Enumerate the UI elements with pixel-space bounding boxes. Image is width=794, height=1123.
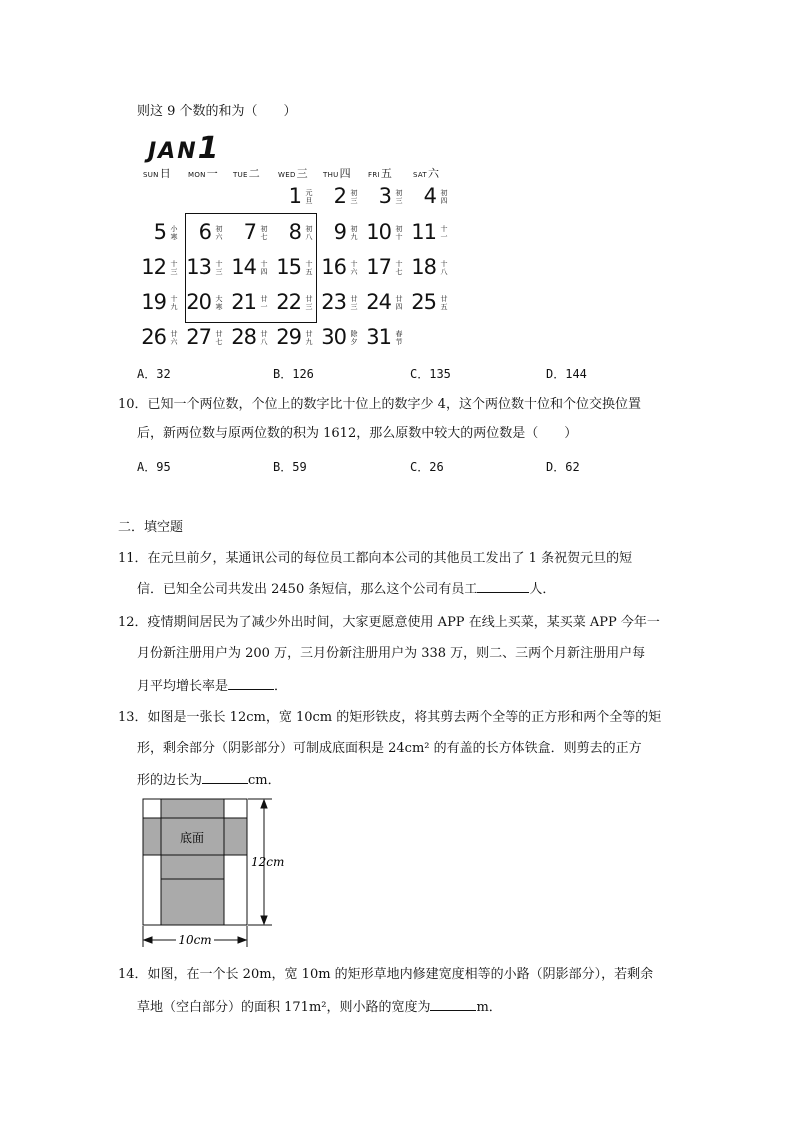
calendar-day — [407, 216, 453, 246]
answer-blank[interactable] — [228, 677, 274, 690]
day-number: 16 — [321, 255, 346, 279]
lunar-date: 初三 — [395, 189, 403, 205]
day-number: 25 — [411, 290, 436, 314]
weekday-zh: 三 — [296, 167, 308, 180]
day-number: 11 — [411, 220, 436, 244]
weekday-en: TUE — [233, 171, 248, 179]
day-number: 27 — [186, 325, 211, 349]
lunar-date: 廿六 — [170, 330, 178, 346]
weekday-en: SAT — [413, 171, 427, 179]
q11-text: 信．已知全公司共发出 2450 条短信，那么这个公司有员工 — [137, 582, 478, 597]
calendar-day — [362, 321, 408, 351]
q9-option-a: A．32 — [137, 367, 171, 381]
q12-tail: ． — [274, 679, 288, 694]
day-number: 4 — [423, 184, 436, 208]
calendar-day — [317, 251, 363, 281]
calendar-day — [317, 216, 363, 246]
q14-line2 — [137, 998, 502, 1017]
calendar-day — [317, 180, 363, 210]
calendar-day — [362, 251, 408, 281]
q12-line1: 12．疫情期间居民为了减少外出时间，大家更愿意使用 APP 在线上买菜，某买菜 APP 今年一 — [118, 615, 660, 630]
q9-option-b: B．126 — [273, 367, 314, 381]
day-number: 22 — [276, 290, 301, 314]
lunar-date: 廿九 — [305, 330, 313, 346]
weekday-zh: 一 — [206, 167, 218, 180]
lunar-date: 初八 — [305, 225, 313, 241]
q9-option-d: D．144 — [546, 367, 587, 381]
day-number: 31 — [366, 325, 391, 349]
day-number: 8 — [288, 220, 301, 244]
day-number: 6 — [198, 220, 211, 244]
calendar-day — [182, 321, 228, 351]
q11-line2 — [137, 580, 555, 599]
lunar-date: 廿三 — [305, 295, 313, 311]
answer-blank[interactable] — [477, 580, 529, 593]
lunar-date: 十三 — [170, 260, 178, 276]
calendar-day — [362, 216, 408, 246]
selection-box — [185, 213, 317, 323]
q11-line1: 11．在元旦前夕，某通讯公司的每位员工都向本公司的其他员工发出了 1 条祝贺元旦的短 — [118, 551, 633, 566]
lunar-date: 春节 — [395, 330, 403, 346]
calendar-month — [148, 131, 221, 166]
weekday-en: SUN — [143, 171, 159, 179]
q13-text: 形的边长为 — [137, 773, 203, 788]
lunar-date: 小寒 — [170, 225, 178, 241]
calendar-day — [272, 321, 318, 351]
weekday-zh: 六 — [428, 167, 440, 180]
calendar-day — [137, 321, 183, 351]
q13-tail: cm． — [248, 773, 281, 788]
day-number: 30 — [321, 325, 346, 349]
calendar-day — [362, 180, 408, 210]
weekday-1 — [188, 165, 218, 181]
q12-line3 — [137, 677, 287, 696]
lunar-date: 初六 — [215, 225, 223, 241]
day-number: 7 — [243, 220, 256, 244]
weekday-0 — [143, 165, 171, 181]
lunar-date: 初四 — [440, 189, 448, 205]
lunar-date: 廿一 — [260, 295, 268, 311]
section-heading: 二．填空题 — [118, 520, 184, 535]
lunar-date: 十九 — [170, 295, 178, 311]
q14-text: 草地（空白部分）的面积 171m²，则小路的宽度为 — [137, 1000, 431, 1015]
q14-line1: 14．如图，在一个长 20m，宽 10m 的矩形草地内修建宽度相等的小路（阴影部分），若剩余 — [118, 967, 654, 982]
q10-option-a: A．95 — [137, 460, 171, 474]
lunar-date: 十八 — [440, 260, 448, 276]
day-number: 15 — [276, 255, 301, 279]
lunar-date: 廿八 — [260, 330, 268, 346]
day-number: 26 — [141, 325, 166, 349]
q10-option-c: C．26 — [410, 460, 444, 474]
q10-line1: 10．已知一个两位数，个位上的数字比十位上的数字少 4，这个两位数十位和个位交换位置 — [118, 397, 641, 412]
weekday-5 — [368, 165, 392, 181]
weekday-en: WED — [278, 171, 296, 179]
calendar-day — [407, 180, 453, 210]
weekday-zh: 五 — [380, 167, 393, 180]
calendar-day — [272, 180, 318, 210]
lunar-date: 廿七 — [215, 330, 223, 346]
calendar-day — [362, 286, 408, 316]
weekday-zh: 二 — [248, 167, 261, 180]
calendar-day — [137, 216, 183, 246]
weekday-2 — [233, 165, 260, 181]
lunar-date: 初九 — [350, 225, 358, 241]
day-number: 23 — [321, 290, 346, 314]
q11-tail: 人． — [529, 582, 556, 597]
weekday-6 — [413, 165, 439, 181]
calendar-day — [137, 251, 183, 281]
lunar-date: 初七 — [260, 225, 268, 241]
height-label: 12cm — [251, 855, 285, 869]
calendar-day — [407, 251, 453, 281]
q13-line3 — [137, 771, 281, 790]
day-number: 18 — [411, 255, 436, 279]
lunar-date: 大寒 — [215, 295, 223, 311]
weekday-zh: 日 — [159, 167, 172, 180]
box-bottom — [161, 879, 224, 925]
day-number: 1 — [288, 184, 301, 208]
calendar-month-number: 1 — [197, 131, 221, 166]
lunar-date: 十三 — [215, 260, 223, 276]
lunar-date: 元旦 — [305, 189, 313, 205]
lunar-date: 十七 — [395, 260, 403, 276]
day-number: 5 — [153, 220, 166, 244]
q10-option-b: B．59 — [273, 460, 307, 474]
lunar-date: 十六 — [350, 260, 358, 276]
answer-blank[interactable] — [202, 771, 248, 784]
weekday-zh: 四 — [339, 167, 351, 180]
lunar-date: 十四 — [260, 260, 268, 276]
calendar-day — [317, 286, 363, 316]
day-number: 20 — [186, 290, 211, 314]
box-lid — [161, 799, 224, 818]
weekday-en: THU — [323, 171, 339, 179]
calendar-month-name: JAN — [148, 139, 198, 164]
calendar-day — [137, 286, 183, 316]
lunar-date: 廿四 — [395, 295, 403, 311]
lunar-date: 初十 — [395, 225, 403, 241]
q9-stem: 则这 9 个数的和为（ ） — [137, 104, 297, 119]
day-number: 29 — [276, 325, 301, 349]
calendar-day — [407, 286, 453, 316]
q9-option-c: C．135 — [410, 367, 451, 381]
day-number: 21 — [231, 290, 256, 314]
weekday-en: MON — [188, 171, 206, 179]
q13-figure — [138, 795, 298, 955]
day-number: 9 — [333, 220, 346, 244]
width-label: 10cm — [178, 933, 212, 947]
q13-line2: 形，剩余部分（阴影部分）可制成底面积是 24cm² 的有盖的长方体铁盒．则剪去的正方 — [137, 741, 642, 756]
day-number: 10 — [366, 220, 391, 244]
lunar-date: 十一 — [440, 225, 448, 241]
lunar-date: 除夕 — [350, 330, 358, 346]
q12-line2: 月份新注册用户为 200 万，三月份新注册用户为 338 万，则二、三两个月新注册用户每 — [137, 646, 646, 661]
weekday-4 — [323, 165, 351, 181]
day-number: 28 — [231, 325, 256, 349]
q12-text: 月平均增长率是 — [137, 679, 229, 694]
lunar-date: 廿五 — [440, 295, 448, 311]
q13-line1: 13．如图是一张长 12cm，宽 10cm 的矩形铁皮，将其剪去两个全等的正方形和两个全等的矩 — [118, 710, 662, 725]
day-number: 17 — [366, 255, 391, 279]
day-number: 13 — [186, 255, 211, 279]
day-number: 14 — [231, 255, 256, 279]
calendar-day — [227, 321, 273, 351]
lunar-date: 廿三 — [350, 295, 358, 311]
day-number: 19 — [141, 290, 166, 314]
lunar-date: 初三 — [350, 189, 358, 205]
q10-option-d: D．62 — [546, 460, 580, 474]
day-number: 24 — [366, 290, 391, 314]
box-side — [161, 855, 224, 879]
answer-blank[interactable] — [430, 998, 476, 1011]
day-number: 2 — [333, 184, 346, 208]
q14-tail: m． — [476, 1000, 502, 1015]
day-number: 12 — [141, 255, 166, 279]
weekday-3 — [278, 165, 308, 181]
q10-line2: 后，新两位数与原两位数的积为 1612，那么原数中较大的两位数是（ ） — [137, 426, 578, 441]
calendar-day — [317, 321, 363, 351]
calendar-image — [143, 128, 463, 353]
day-number: 3 — [378, 184, 391, 208]
base-label: 底面 — [179, 831, 205, 845]
lunar-date: 十五 — [305, 260, 313, 276]
weekday-en: FRI — [368, 171, 380, 179]
